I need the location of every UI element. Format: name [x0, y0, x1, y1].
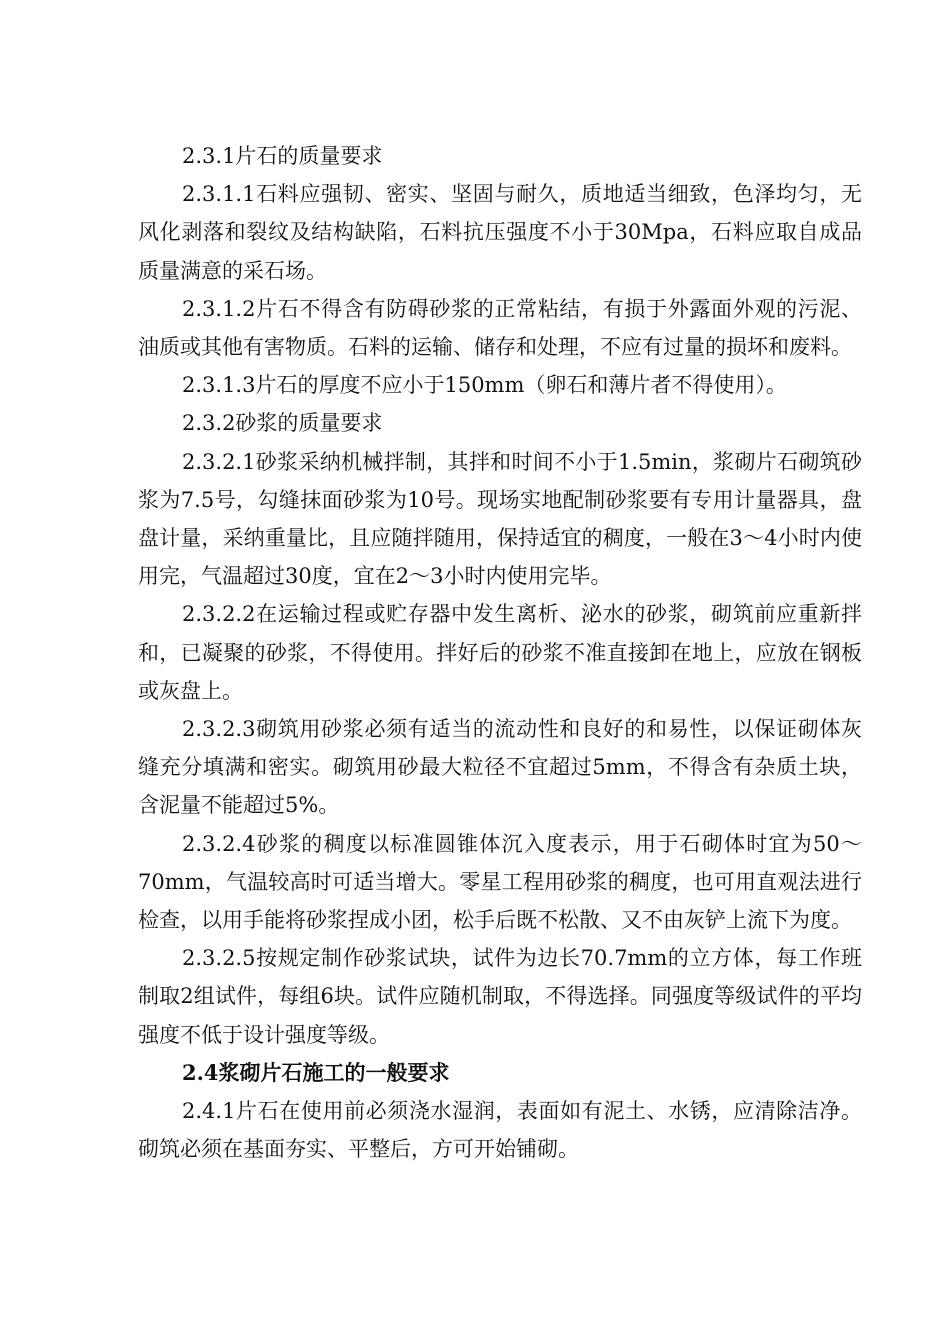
paragraph-2-3-1-3: 2.3.1.3片石的厚度不应小于150mm（卵石和薄片者不得使用）。	[182, 373, 787, 398]
paragraph-2-3-1-2: 2.3.1.2片石不得含有防碍砂浆的正常粘结，有损于外露面外观的污泥、油质或其他有害物质。石料的运输、储存和处理，不应有过量的损坏和废料。	[138, 296, 862, 360]
paragraph-2-3-2-2: 2.3.2.2在运输过程或贮存器中发生离析、泌水的砂浆，砌筑前应重新拌和，已凝聚的砂浆，不得使用。拌好后的砂浆不准直接卸在地上，应放在钢板或灰盘上。	[138, 602, 862, 703]
subheading-2-3-1: 2.3.1片石的质量要求	[182, 144, 383, 168]
paragraph-2-4-1: 2.4.1片石在使用前必须浇水湿润，表面如有泥土、水锈，应清除洁净。砌筑必须在基面夯实、平整后，方可开始铺砌。	[138, 1099, 862, 1162]
paragraph-2-3-2-1: 2.3.2.1砂浆采纳机械拌制，其拌和时间不小于1.5min，浆砌片石砌筑砂浆为7.5号，勾缝抹面砂浆为10号。现场实地配制砂浆要有专用计量器具，盘盘计量，采纳重量比，且应随拌随用，保持适宜的稠度，一般在3～4小时内使用完，气温超过30度，宜在2～3小时内使用完毕。	[138, 449, 862, 589]
paragraph-2-3-1-1: 2.3.1.1石料应强韧、密实、坚固与耐久，质地适当细致，色泽均匀，无风化剥落和裂纹及结构缺陷，石料抗压强度不小于30Mpa，石料应取自成品质量满意的采石场。	[138, 182, 862, 283]
paragraph-2-3-2-3: 2.3.2.3砌筑用砂浆必须有适当的流动性和良好的和易性，以保证砌体灰缝充分填满和密实。砌筑用砂最大粒径不宜超过5mm，不得含有杂质土块，含泥量不能超过5%。	[138, 717, 862, 818]
document-body	[138, 137, 862, 1168]
subheading-2-3-2: 2.3.2砂浆的质量要求	[182, 411, 383, 436]
section-heading-2-4: 2.4浆砌片石施工的一般要求	[182, 1059, 450, 1085]
paragraph-2-3-2-5: 2.3.2.5按规定制作砂浆试块，试件为边长70.7mm的立方体，每工作班制取2组试件，每组6块。试件应随机制取，不得选择。同强度等级试件的平均强度不低于设计强度等级。	[138, 946, 862, 1047]
paragraph-2-3-2-4: 2.3.2.4砂浆的稠度以标准圆锥体沉入度表示，用于石砌体时宜为50～70mm，气温较高时可适当增大。零星工程用砂浆的稠度，也可用直观法进行检查，以用手能将砂浆捏成小团，松手后既不松散、又不由灰铲上流下为度。	[138, 831, 862, 933]
